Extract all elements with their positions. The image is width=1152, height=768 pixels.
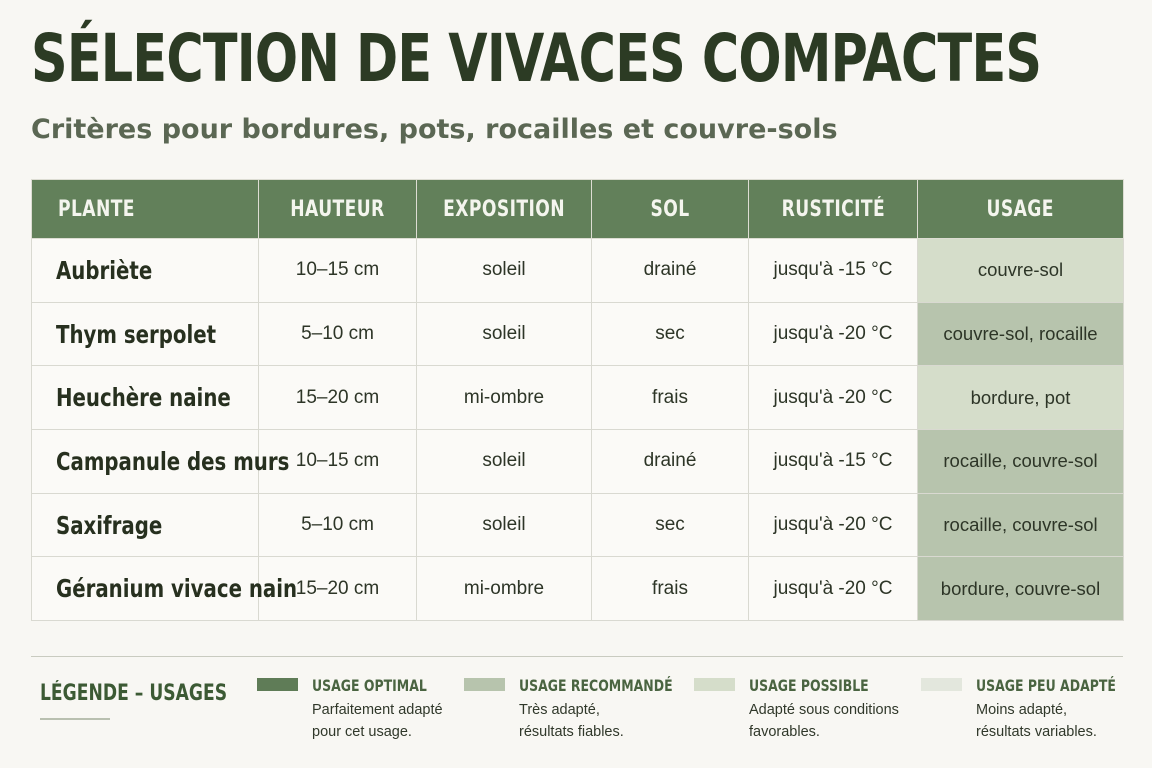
plant-name-cell	[32, 302, 259, 366]
legend-description-line: résultats fiables.	[519, 724, 624, 740]
plant-name-cell	[32, 239, 259, 303]
plant-name: Campanule des murs	[56, 446, 290, 476]
plant-name: Saxifrage	[56, 510, 163, 540]
table-row	[32, 557, 1124, 621]
header-sol-label: SOL	[650, 196, 690, 222]
plants-table	[31, 179, 1124, 621]
legend-description	[312, 699, 443, 743]
sol-cell: drainé	[592, 239, 749, 303]
header-exposition	[417, 180, 592, 239]
header-plante	[32, 180, 259, 239]
table-row	[32, 430, 1124, 494]
legend-swatch-optimal	[257, 678, 298, 691]
rusticite-cell: jusqu'à -20 °C	[749, 493, 918, 557]
plant-name: Géranium vivace nain	[56, 574, 298, 604]
legend-swatch-peu-adapte	[921, 678, 962, 691]
header-exposition-label: EXPOSITION	[443, 196, 565, 222]
legend-label: USAGE OPTIMAL	[312, 676, 427, 695]
header-usage	[918, 180, 1124, 239]
table-row	[32, 239, 1124, 303]
plant-name-cell	[32, 366, 259, 430]
exposition-cell: soleil	[417, 493, 592, 557]
usage-cell: couvre-sol	[918, 239, 1124, 303]
rusticite-cell: jusqu'à -15 °C	[749, 430, 918, 494]
usage-cell: couvre-sol, rocaille	[918, 302, 1124, 366]
table-row	[32, 302, 1124, 366]
hauteur-cell: 10–15 cm	[259, 239, 417, 303]
legend-description	[976, 699, 1097, 743]
sol-cell: frais	[592, 366, 749, 430]
legend-swatch-recommande	[464, 678, 505, 691]
header-rusticite	[749, 180, 918, 239]
legend-description-line: Très adapté,	[519, 702, 600, 718]
exposition-cell: mi-ombre	[417, 557, 592, 621]
legend-description-line: favorables.	[749, 724, 820, 740]
header-usage-label: USAGE	[986, 196, 1055, 222]
plant-name: Aubriète	[56, 255, 153, 285]
header-hauteur-label: HAUTEUR	[290, 196, 385, 222]
hauteur-cell: 5–10 cm	[259, 302, 417, 366]
rusticite-cell: jusqu'à -20 °C	[749, 366, 918, 430]
legend-title-underline	[40, 718, 110, 720]
legend-description-line: pour cet usage.	[312, 724, 412, 740]
legend-title: LÉGENDE – USAGES	[40, 681, 228, 706]
legend-description-line: Moins adapté,	[976, 702, 1068, 718]
exposition-cell: soleil	[417, 302, 592, 366]
plant-name: Thym serpolet	[56, 319, 217, 349]
usage-cell: rocaille, couvre-sol	[918, 430, 1124, 494]
plant-name-cell	[32, 557, 298, 621]
exposition-cell: mi-ombre	[417, 366, 592, 430]
legend-description	[519, 699, 624, 743]
rusticite-cell: jusqu'à -20 °C	[749, 302, 918, 366]
table-row	[32, 493, 1124, 557]
header-rusticite-label: RUSTICITÉ	[781, 196, 885, 222]
table-header-row	[32, 180, 1124, 239]
hauteur-cell: 5–10 cm	[259, 493, 417, 557]
page-subtitle: Critères pour bordures, pots, rocailles et couvre-sols	[31, 114, 838, 145]
legend-description-line: Adapté sous conditions	[749, 702, 899, 718]
sol-cell: drainé	[592, 430, 749, 494]
sol-cell: sec	[592, 493, 749, 557]
legend-description-line: résultats variables.	[976, 724, 1097, 740]
exposition-cell: soleil	[417, 430, 592, 494]
legend-divider	[31, 656, 1123, 657]
legend-label: USAGE POSSIBLE	[749, 676, 869, 695]
header-plante-label: PLANTE	[58, 196, 135, 222]
plant-name-cell	[32, 430, 290, 494]
page-title: SÉLECTION DE VIVACES COMPACTES	[31, 20, 1042, 97]
table-row	[32, 366, 1124, 430]
legend-description-line: Parfaitement adapté	[312, 702, 443, 718]
legend-description	[749, 699, 899, 743]
hauteur-cell: 15–20 cm	[259, 557, 417, 621]
rusticite-cell: jusqu'à -15 °C	[749, 239, 918, 303]
exposition-cell: soleil	[417, 239, 592, 303]
hauteur-cell: 10–15 cm	[259, 430, 417, 494]
usage-cell: rocaille, couvre-sol	[918, 493, 1124, 557]
plant-name-cell	[32, 493, 259, 557]
plant-name: Heuchère naine	[56, 383, 231, 413]
sol-cell: frais	[592, 557, 749, 621]
hauteur-cell: 15–20 cm	[259, 366, 417, 430]
usage-cell: bordure, couvre-sol	[918, 557, 1124, 621]
legend-label: USAGE PEU ADAPTÉ	[976, 676, 1116, 695]
usage-cell: bordure, pot	[918, 366, 1124, 430]
header-hauteur	[259, 180, 417, 239]
legend-swatch-possible	[694, 678, 735, 691]
rusticite-cell: jusqu'à -20 °C	[749, 557, 918, 621]
legend-label: USAGE RECOMMANDÉ	[519, 676, 673, 695]
sol-cell: sec	[592, 302, 749, 366]
header-sol	[592, 180, 749, 239]
